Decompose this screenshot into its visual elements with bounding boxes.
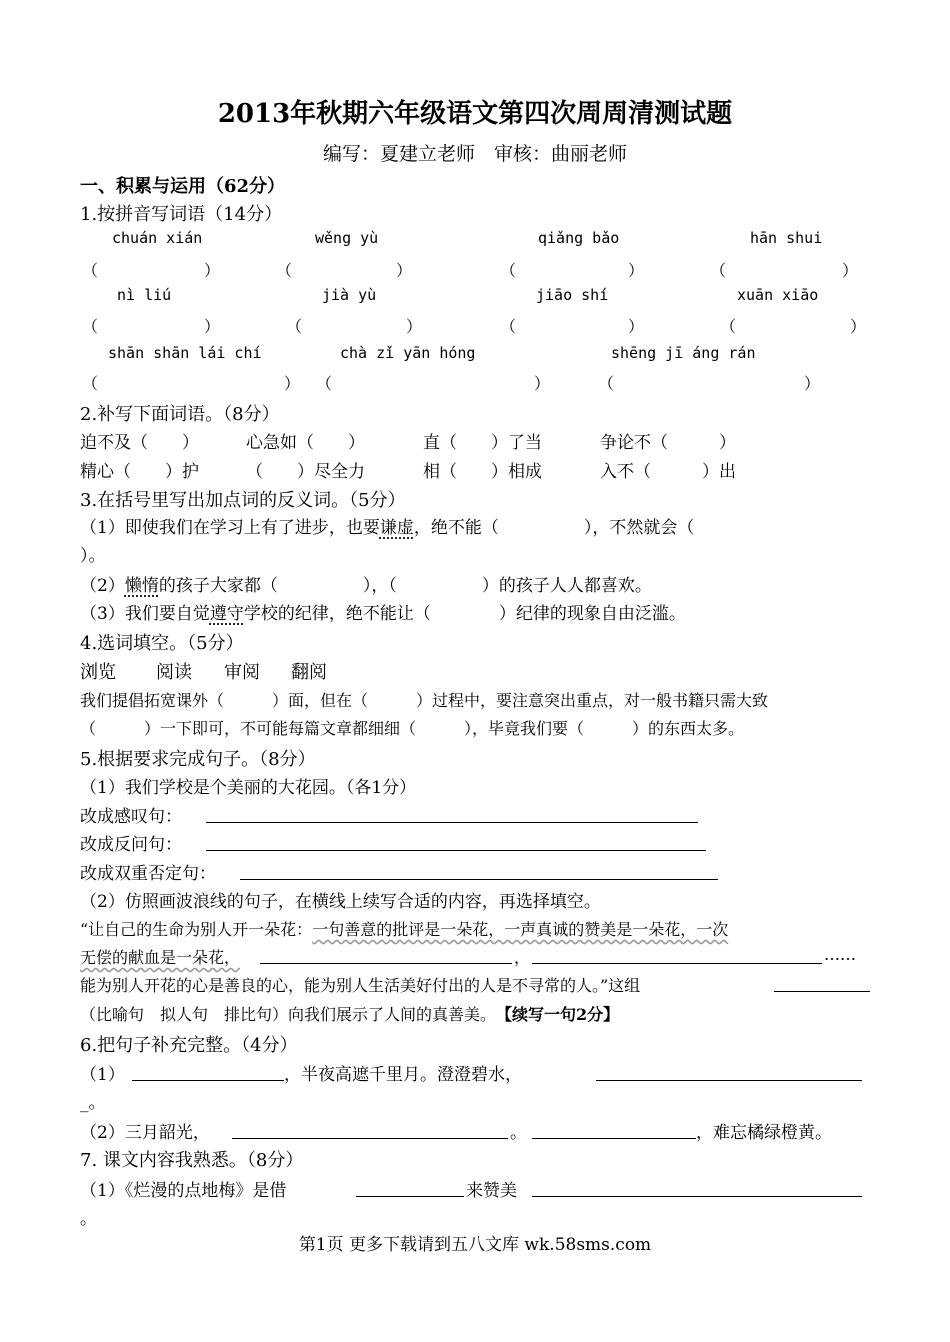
answer-line[interactable] bbox=[206, 822, 698, 823]
section-heading: 一、积累与运用（62分） bbox=[80, 176, 286, 197]
q7-s1-start: （1）《烂漫的点地梅》是借 bbox=[80, 1181, 287, 1201]
answer-paren: （ bbox=[720, 317, 737, 336]
q7-s1-end: 。 bbox=[80, 1209, 97, 1229]
pinyin: nì liú bbox=[117, 286, 172, 304]
q3-sentence-1-end: ）。 bbox=[80, 546, 106, 566]
q4-text: （ ）一下即可，不可能每篇文章都细细（ ），毕竟我们要（ ）的东西太多。 bbox=[80, 719, 745, 738]
answer-paren: ） bbox=[842, 261, 859, 280]
q5-heading: 5.根据要求完成句子。（8分） bbox=[80, 749, 316, 770]
idiom-blank: （ ）尽全力 bbox=[246, 462, 365, 482]
answer-paren: （ bbox=[276, 261, 293, 280]
answer-paren: （ bbox=[598, 374, 615, 393]
rewrite-label: 改成反问句： bbox=[80, 835, 182, 855]
idiom-blank: 相（ ）相成 bbox=[423, 462, 542, 482]
answer-paren: （ bbox=[286, 317, 303, 336]
answer-paren: （ bbox=[500, 261, 517, 280]
wavy-sentence: 一句善意的批评是一朵花，一声真诚的赞美是一朵花，一次 bbox=[312, 920, 729, 939]
pinyin: chuán xián bbox=[112, 229, 203, 247]
answer-paren: （ bbox=[82, 261, 99, 280]
answer-paren: ） bbox=[284, 374, 301, 393]
idiom-blank: 迫不及（ ） bbox=[80, 433, 199, 453]
pinyin: xuān xiāo bbox=[737, 286, 819, 304]
choice-line: （比喻句 拟人句 排比句）向我们展示了人间的真善美。 【续写一句2分】 bbox=[80, 1005, 620, 1024]
quote-line-3: 能为别人开花的心是善良的心，能为别人生活美好付出的人是不寻常的人。”这组 bbox=[80, 976, 641, 995]
q3-sentence-3: （3）我们要自觉遵守学校的纪律，绝不能让（ ）纪律的现象自由泛滥。 bbox=[80, 604, 686, 624]
q1-heading: 1.按拼音写词语（14分） bbox=[80, 204, 283, 225]
q3-heading: 3.在括号里写出加点词的反义词。（5分） bbox=[80, 490, 406, 511]
answer-paren: （ bbox=[82, 317, 99, 336]
q6-s1-end: _。 bbox=[80, 1093, 106, 1113]
answer-line[interactable] bbox=[356, 1196, 464, 1197]
dotted-word: 懒惰 bbox=[124, 576, 159, 596]
answer-line[interactable] bbox=[596, 1080, 862, 1081]
word-choice: 翻阅 bbox=[291, 662, 327, 683]
comma: ， bbox=[514, 948, 531, 967]
q7-s1-mid: 来赞美 bbox=[466, 1181, 517, 1201]
pinyin: hān shui bbox=[750, 229, 823, 247]
idiom-blank: 直（ ）了当 bbox=[423, 433, 542, 453]
q6-s1-start: （1） bbox=[80, 1065, 125, 1085]
answer-paren: ） bbox=[628, 317, 645, 336]
pinyin: shān shān lái chí bbox=[108, 344, 262, 362]
answer-paren: ） bbox=[204, 317, 221, 336]
idiom-blank: 入不（ ）出 bbox=[600, 462, 736, 482]
q3-sentence-1: （1）即使我们在学习上有了进步，也要谦虚，绝不能（ ），不然就会（ bbox=[80, 518, 695, 538]
answer-paren: （ bbox=[500, 317, 517, 336]
answer-line[interactable] bbox=[232, 1138, 508, 1139]
q6-heading: 6.把句子补充完整。（4分） bbox=[80, 1035, 298, 1056]
answer-paren: ） bbox=[804, 374, 821, 393]
q4-heading: 4.选词填空。（5分） bbox=[80, 633, 244, 654]
page-title: 2013年秋期六年级语文第四次周周清测试题 bbox=[217, 99, 733, 129]
answer-line[interactable] bbox=[532, 1196, 862, 1197]
dotted-word: 遵守 bbox=[209, 604, 244, 624]
quote-line-1: “让自己的生命为别人开一朵花：一句善意的批评是一朵花，一声真诚的赞美是一朵花，一次 bbox=[80, 920, 729, 939]
q7-heading: 7. 课文内容我熟悉。（8分） bbox=[80, 1150, 304, 1171]
answer-paren: ） bbox=[628, 261, 645, 280]
q6-s2-start: （2）三月韶光， bbox=[80, 1123, 210, 1143]
answer-paren: （ bbox=[82, 374, 99, 393]
answer-paren: （ bbox=[710, 261, 727, 280]
answer-line[interactable] bbox=[240, 879, 718, 880]
answer-paren: ） bbox=[850, 317, 867, 336]
answer-line[interactable] bbox=[532, 1138, 696, 1139]
q5-prompt-1: （1）我们学校是个美丽的大花园。（各1分） bbox=[80, 778, 417, 798]
page-footer: 第1页 更多下载请到五八文库 wk.58sms.com bbox=[298, 1235, 652, 1255]
word-choice: 阅读 bbox=[156, 662, 192, 683]
dotted-word: 谦虚 bbox=[379, 518, 414, 538]
answer-paren: ） bbox=[406, 317, 423, 336]
word-choice: 浏览 bbox=[80, 662, 116, 683]
answer-line[interactable] bbox=[206, 850, 706, 851]
idiom-blank: 心急如（ ） bbox=[246, 433, 365, 453]
bonus-note: 【续写一句2分】 bbox=[504, 1005, 620, 1024]
answer-paren: （ bbox=[316, 374, 333, 393]
q4-text: 我们提倡拓宽课外（ ）面，但在（ ）过程中，要注意突出重点，对一般书籍只需大致 bbox=[80, 691, 769, 710]
q6-s2-end: ，难忘橘绿橙黄。 bbox=[696, 1123, 832, 1143]
answer-line[interactable] bbox=[774, 991, 870, 992]
ellipsis: …… bbox=[824, 945, 856, 964]
pinyin: wěng yù bbox=[315, 229, 379, 247]
answer-line[interactable] bbox=[260, 963, 512, 964]
q3-sentence-2: （2）懒惰的孩子大家都（ ），（ ）的孩子人人都喜欢。 bbox=[80, 576, 652, 596]
rewrite-label: 改成双重否定句： bbox=[80, 864, 216, 884]
q2-heading: 2.补写下面词语。（8分） bbox=[80, 404, 280, 425]
answer-paren: ） bbox=[534, 374, 551, 393]
pinyin: chà zǐ yān hóng bbox=[340, 344, 476, 362]
author-line: 编写：夏建立老师 审核：曲丽老师 bbox=[322, 143, 627, 165]
q6-s2-mid: 。 bbox=[510, 1123, 527, 1143]
answer-paren: ） bbox=[204, 261, 221, 280]
answer-paren: ） bbox=[396, 261, 413, 280]
idiom-blank: 争论不（ ） bbox=[600, 433, 736, 453]
q5-prompt-2: （2）仿照画波浪线的句子，在横线上续写合适的内容，再选择填空。 bbox=[80, 892, 601, 912]
pinyin: shēng jī áng rán bbox=[611, 344, 756, 362]
wavy-sentence: 无偿的献血是一朵花， bbox=[80, 948, 241, 967]
answer-line[interactable] bbox=[132, 1080, 284, 1081]
quote-line-2 bbox=[80, 945, 240, 968]
pinyin: jià yù bbox=[322, 286, 377, 304]
answer-line[interactable] bbox=[532, 963, 822, 964]
word-choice: 审阅 bbox=[224, 662, 260, 683]
q6-s1-mid: ，半夜高遮千里月。澄澄碧水， bbox=[284, 1065, 522, 1085]
idiom-blank: 精心（ ）护 bbox=[80, 462, 199, 482]
pinyin: qiǎng bǎo bbox=[538, 229, 620, 247]
rewrite-label: 改成感叹句： bbox=[80, 807, 182, 827]
pinyin: jiāo shí bbox=[536, 286, 609, 304]
